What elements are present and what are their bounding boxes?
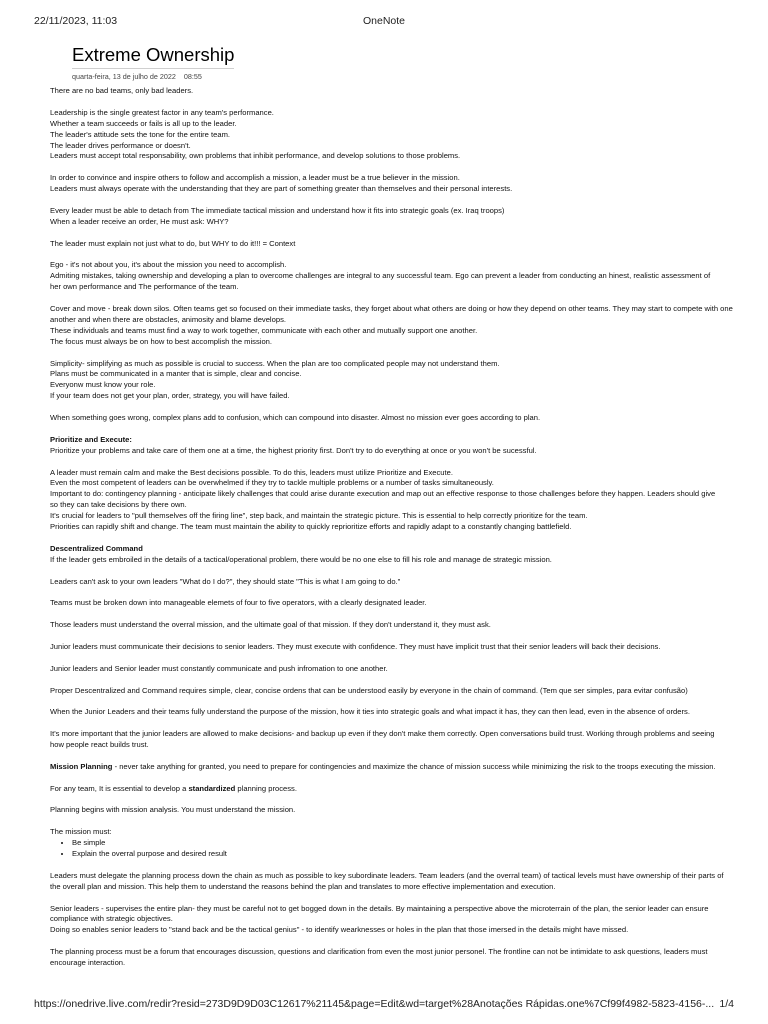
text-line: Whether a team succeeds or fails is all up to the leader.: [50, 118, 237, 128]
text-line: Those leaders must understand the overral mission, and the ultimate goal of that mission. If they don't understand it, they must ask.: [50, 620, 491, 630]
text-line: Leaders must delegate the planning process down the chain as much as possible to key subordinate leaders. Team leaders (and the overral team) of tactical levels must have ownership of their parts of: [50, 870, 724, 880]
text-line: Doing so enables senior leaders to "stand back and be the tactical genius" - to identify wearknesses or holes in the plan that those imersed in the details might have missed.: [50, 925, 629, 935]
text-line: Planning begins with mission analysis. You must understand the mission.: [50, 805, 296, 815]
mission-planning-text: - never take anything for granted, you need to prepare for contingencies and maximize the chance of mission success while minimizing the risk to the troops executing the mission.: [112, 761, 716, 771]
text-line: Simplicity- simplifying as much as possible is crucial to success. When the plan are too complicated people may not understand them.: [50, 358, 500, 368]
paragraph: [50, 947, 734, 969]
print-url: https://onedrive.live.com/redir?resid=273D9D9D03C12617%21145&page=Edit&wd=target%28Anotações Rápidas.one%7Cf99f4982-5823-4156-...: [34, 998, 715, 1010]
text-line: the overall plan and mission. This help them to understand the reasons behind the plan and translates to more effective implementation and execution.: [50, 881, 556, 891]
paragraph: [50, 598, 734, 609]
text-line: The leader drives performance or doesn't.: [50, 140, 191, 150]
paragraph: [50, 468, 734, 533]
text-line: Proper Descentralized and Command requires simple, clear, concise ordens that can be understood easily by everyone in the chain of command. (Tem que ser simples, para evitar confusão): [50, 685, 688, 695]
text-line: The leader's attitude sets the tone for the entire team.: [50, 129, 231, 139]
text-line: Priorities can rapidly shift and change. The team must maintain the ability to quickly reprioritize efforts and rapidly adapt to a constantly changing battlefield.: [50, 522, 572, 532]
text-line: In order to convince and inspire others to follow and accomplish a mission, a leader must be a true believer in the mission.: [50, 173, 460, 183]
text-line: Senior leaders - supervises the entire plan- they must be careful not to get bogged down in the details. By maintaining a perspective above the microterrain of the plan, the senior leader can ensure: [50, 903, 709, 913]
text-line: Plans must be communicated in a manter that is simple, clear and concise.: [50, 369, 302, 379]
paragraph: [50, 805, 734, 816]
text-line: It's more important that the junior leaders are allowed to make decisions- and backup up even if they don't make them correctly. Open conversations build trust. Working through problems and seeing: [50, 729, 715, 739]
text-bold-segment: standardized: [188, 783, 236, 793]
text-line: A leader must remain calm and make the Best decisions possible. To do this, leaders must utilize Prioritize and Execute.: [50, 467, 453, 477]
section-heading-decentralized: Descentralized Command: [50, 543, 143, 553]
page-date: [72, 72, 234, 81]
page-date-text: quarta-feira, 13 de julho de 2022: [72, 72, 176, 81]
paragraph: [50, 86, 734, 97]
page-title-block: [72, 44, 234, 81]
text-line: When something goes wrong, complex plans add to confusion, which can compound into disaster. Almost no mission ever goes according to plan.: [50, 413, 541, 423]
text-line: The leader must explain not just what to do, but WHY to do it!!! = Context: [50, 238, 296, 248]
paragraph: [50, 108, 734, 163]
section-heading-prioritize: Prioritize and Execute:: [50, 434, 132, 444]
text-line: Leadership is the single greatest factor in any team's performance.: [50, 107, 274, 117]
text-line: Cover and move - break down silos. Often teams get so focused on their immediate tasks, they forget about what others are doing or how they depend on other teams. They may start to compete with one: [50, 304, 733, 314]
text-line: Important to do: contingency planning - anticipate likely challenges that could arise durante execution and map out an effective response to those challenges before they happen. Leaders should give: [50, 489, 716, 499]
text-line: The mission must:: [50, 827, 112, 837]
note-content: [50, 86, 734, 986]
text-line: Everyonw must know your role.: [50, 380, 156, 390]
text-line: [50, 762, 734, 773]
text-line: There are no bad teams, only bad leaders.: [50, 86, 194, 95]
text-line: Ego - it's not about you, it's about the mission you need to accomplish.: [50, 260, 287, 270]
text-line: Leaders must accept total responsability, own problems that inhibit performance, and develop solutions to those problems.: [50, 151, 461, 161]
paragraph: [50, 784, 734, 795]
paragraph: [50, 260, 734, 293]
paragraph: [50, 904, 734, 937]
paragraph: [50, 359, 734, 403]
paragraph: [50, 707, 734, 718]
paragraph: [50, 304, 734, 348]
text-line: encourage interaction.: [50, 958, 126, 968]
paragraph: [50, 577, 734, 588]
page-title: Extreme Ownership: [72, 44, 234, 69]
paragraph: [50, 664, 734, 675]
paragraph: [50, 729, 734, 751]
bullet-list: [50, 838, 734, 860]
print-footer: [34, 998, 734, 1012]
paragraph: [50, 827, 734, 838]
mission-planning-label: Mission Planning: [50, 761, 113, 771]
text-line: compliance with strategic objectives.: [50, 914, 173, 924]
text-line: how people react builds trust.: [50, 740, 149, 750]
paragraph: [50, 620, 734, 631]
print-header: [34, 15, 734, 29]
text-line: The planning process must be a forum that encourages discussion, questions and clarification from even the most junior personel. The frontline can not be intimidate to ask questions, leaders must: [50, 947, 708, 957]
text-line: Junior leaders and Senior leader must constantly communicate and push infromation to one another.: [50, 663, 388, 673]
text-line: When a leader receive an order, He must ask: WHY?: [50, 216, 229, 226]
list-item: • Explain the overral purpose and desired result: [72, 849, 734, 860]
text-segment: planning process.: [235, 783, 297, 793]
text-line: so they can take decisions by there own.: [50, 500, 187, 510]
text-line: When the Junior Leaders and their teams fully understand the purpose of the mission, how it ties into strategic goals and what impact it has, they can then lead, even in the absence of orders.: [50, 707, 690, 717]
text-line: Admiting mistakes, taking ownership and developing a plan to overcome challenges are integral to any successful team. Ego can prevent a leader from conducting an hinest, realistic assessment of: [50, 271, 711, 281]
text-line: Prioritize your problems and take care of them one at a time, the highest priority first. Don't try to do everything at once or you won't be sucessful.: [50, 445, 537, 455]
page-time-text: 08:55: [183, 72, 202, 81]
text-line: [50, 784, 734, 795]
print-datetime: 22/11/2023, 11:03: [34, 15, 118, 27]
paragraph: [50, 173, 734, 195]
text-line: If your team does not get your plan, order, strategy, you will have failed.: [50, 391, 290, 401]
text-line: another and when there are obstacles, animosity and blame develops.: [50, 314, 286, 324]
text-line: These individuals and teams must find a way to work together, communicate with each other and mutually support one another.: [50, 325, 478, 335]
print-app-name: OneNote: [362, 15, 406, 27]
text-line: her own performance and The performance of the team.: [50, 282, 239, 292]
paragraph: [50, 206, 734, 228]
text-line: Leaders must always operate with the understanding that they are part of something greater than themselves and their personal interests.: [50, 184, 513, 194]
text-line: Every leader must be able to detach from The immediate tactical mission and understand how it fits into strategic goals (ex. Iraq troops): [50, 205, 505, 215]
paragraph: [50, 871, 734, 893]
text-line: It's crucial for leaders to "pull themselves off the firing line", step back, and maintain the strategic picture. This is essential to help correctly prioritize for the team.: [50, 511, 588, 521]
text-line: Teams must be broken down into manageable elemets of four to five operators, with a clearly designated leader.: [50, 598, 427, 608]
paragraph: [50, 239, 734, 250]
print-page-number: 1/4: [719, 998, 734, 1010]
paragraph: [50, 544, 734, 566]
paragraph: [50, 413, 734, 424]
text-line: If the leader gets embroiled in the details of a tactical/operational problem, there would be no one else to fill his role and manage de strategic mission.: [50, 554, 552, 564]
text-line: Even the most competent of leaders can be overwhelmed if they try to tackle multiple problems or a number of tasks simultaneously.: [50, 478, 494, 488]
text-line: Junior leaders must communicate their decisions to senior leaders. They must execute with confidence. They must have implicit trust that their senior leaders will back their decisions.: [50, 641, 661, 651]
paragraph: [50, 435, 734, 457]
list-item: • Be simple: [72, 838, 734, 849]
text-segment: For any team, It is essential to develop a: [50, 783, 189, 793]
paragraph: [50, 642, 734, 653]
text-line: Leaders can't ask to your own leaders "What do I do?", they should state "This is what I am going to do.": [50, 576, 401, 586]
paragraph: [50, 762, 734, 773]
text-line: The focus must always be on how to best accomplish the mission.: [50, 336, 273, 346]
paragraph: [50, 686, 734, 697]
